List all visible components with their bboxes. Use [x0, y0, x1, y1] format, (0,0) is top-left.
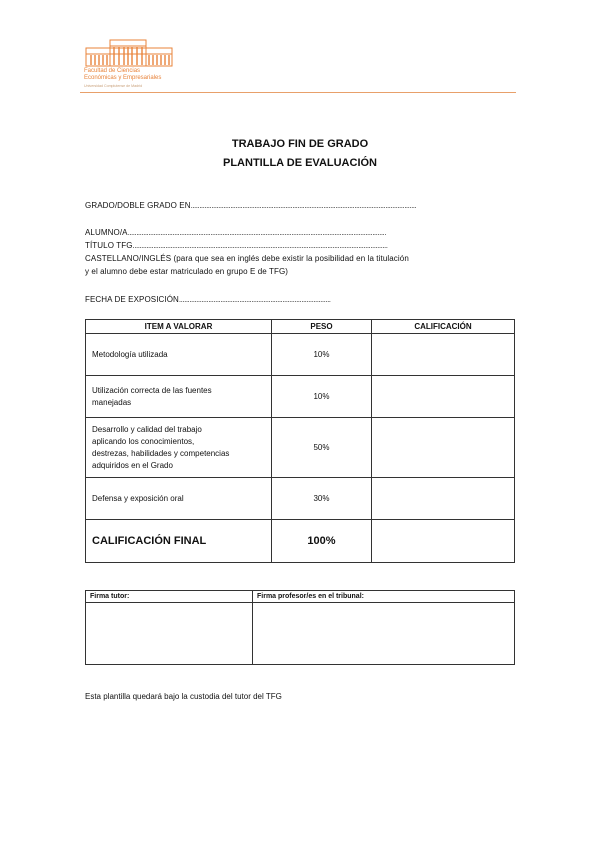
logo-text-line1: Facultad de Ciencias — [84, 68, 141, 74]
firma-tutor-label: Firma tutor: — [86, 591, 253, 603]
table-row — [86, 478, 515, 520]
evaluation-table-header — [86, 320, 515, 334]
grado-blank[interactable]: ................................................................................................................................... — [190, 201, 417, 210]
grado-field — [85, 201, 416, 210]
titulo-blank[interactable]: .................................................................................................................................................... — [132, 241, 388, 250]
item-text: Defensa y exposición oral — [92, 493, 184, 503]
alumno-field — [85, 228, 386, 237]
titulo-field — [85, 241, 387, 250]
castellano-line2: y el alumno debe estar matriculado en grupo E de TFG) — [85, 267, 289, 276]
item-cell — [86, 334, 272, 376]
item-text: manejadas — [92, 397, 132, 407]
calificacion-cell[interactable] — [372, 478, 515, 520]
peso-cell: 10% — [272, 376, 372, 418]
document-title: TRABAJO FIN DE GRADO — [231, 138, 369, 150]
item-cell — [86, 418, 272, 478]
header-calificacion: CALIFICACIÓN — [372, 320, 515, 334]
item-cell — [86, 478, 272, 520]
building-icon — [82, 36, 178, 68]
item-text: aplicando los conocimientos, — [92, 436, 195, 446]
castellano-line1: CASTELLANO/INGLÉS (para que sea en inglés debe existir la posibilidad en la titulación — [85, 254, 409, 263]
document-subtitle: PLANTILLA DE EVALUACIÓN — [223, 157, 377, 169]
final-label: CALIFICACIÓN FINAL — [86, 520, 272, 563]
alumno-label: ALUMNO/A — [85, 228, 128, 237]
table-row — [86, 334, 515, 376]
firma-tribunal-label: Firma profesor/es en el tribunal: — [253, 591, 515, 603]
grado-label: GRADO/DOBLE GRADO EN — [85, 201, 191, 210]
custody-note: Esta plantilla quedará bajo la custodia del tutor del TFG — [85, 692, 282, 701]
fecha-field — [85, 295, 331, 304]
fecha-blank[interactable]: ........................................................................................ — [178, 295, 331, 304]
final-row — [86, 520, 515, 563]
item-text: adquiridos en el Grado — [92, 460, 173, 470]
header-peso: PESO — [272, 320, 372, 334]
final-calificacion-cell[interactable] — [372, 520, 515, 563]
calificacion-cell[interactable] — [372, 418, 515, 478]
peso-cell: 10% — [272, 334, 372, 376]
item-cell — [86, 376, 272, 418]
item-text: destrezas, habilidades y competencias — [92, 448, 230, 458]
item-text: Utilización correcta de las fuentes — [92, 385, 212, 395]
signature-header-row — [86, 591, 515, 603]
item-text: Metodología utilizada — [92, 349, 168, 359]
header-divider — [80, 92, 516, 93]
table-row — [86, 376, 515, 418]
logo-text-line3: Universidad Complutense de Madrid — [84, 84, 143, 88]
firma-tribunal-box[interactable] — [253, 603, 515, 665]
firma-tutor-box[interactable] — [86, 603, 253, 665]
calificacion-cell[interactable] — [372, 376, 515, 418]
evaluation-table — [85, 319, 515, 563]
faculty-logo — [82, 36, 182, 88]
table-row — [86, 418, 515, 478]
signature-row — [86, 603, 515, 665]
final-peso: 100% — [272, 520, 372, 563]
peso-cell: 50% — [272, 418, 372, 478]
calificacion-cell[interactable] — [372, 334, 515, 376]
alumno-blank[interactable]: ...................................................................................................................................................... — [127, 228, 386, 237]
peso-cell: 30% — [272, 478, 372, 520]
header-item: ITEM A VALORAR — [86, 320, 272, 334]
titulo-label: TÍTULO TFG — [85, 241, 133, 250]
logo-text-line2: Económicas y Empresariales — [84, 75, 162, 81]
item-text: Desarrollo y calidad del trabajo — [92, 424, 202, 434]
signature-table — [85, 590, 515, 665]
fecha-label: FECHA DE EXPOSICIÓN — [85, 295, 179, 304]
